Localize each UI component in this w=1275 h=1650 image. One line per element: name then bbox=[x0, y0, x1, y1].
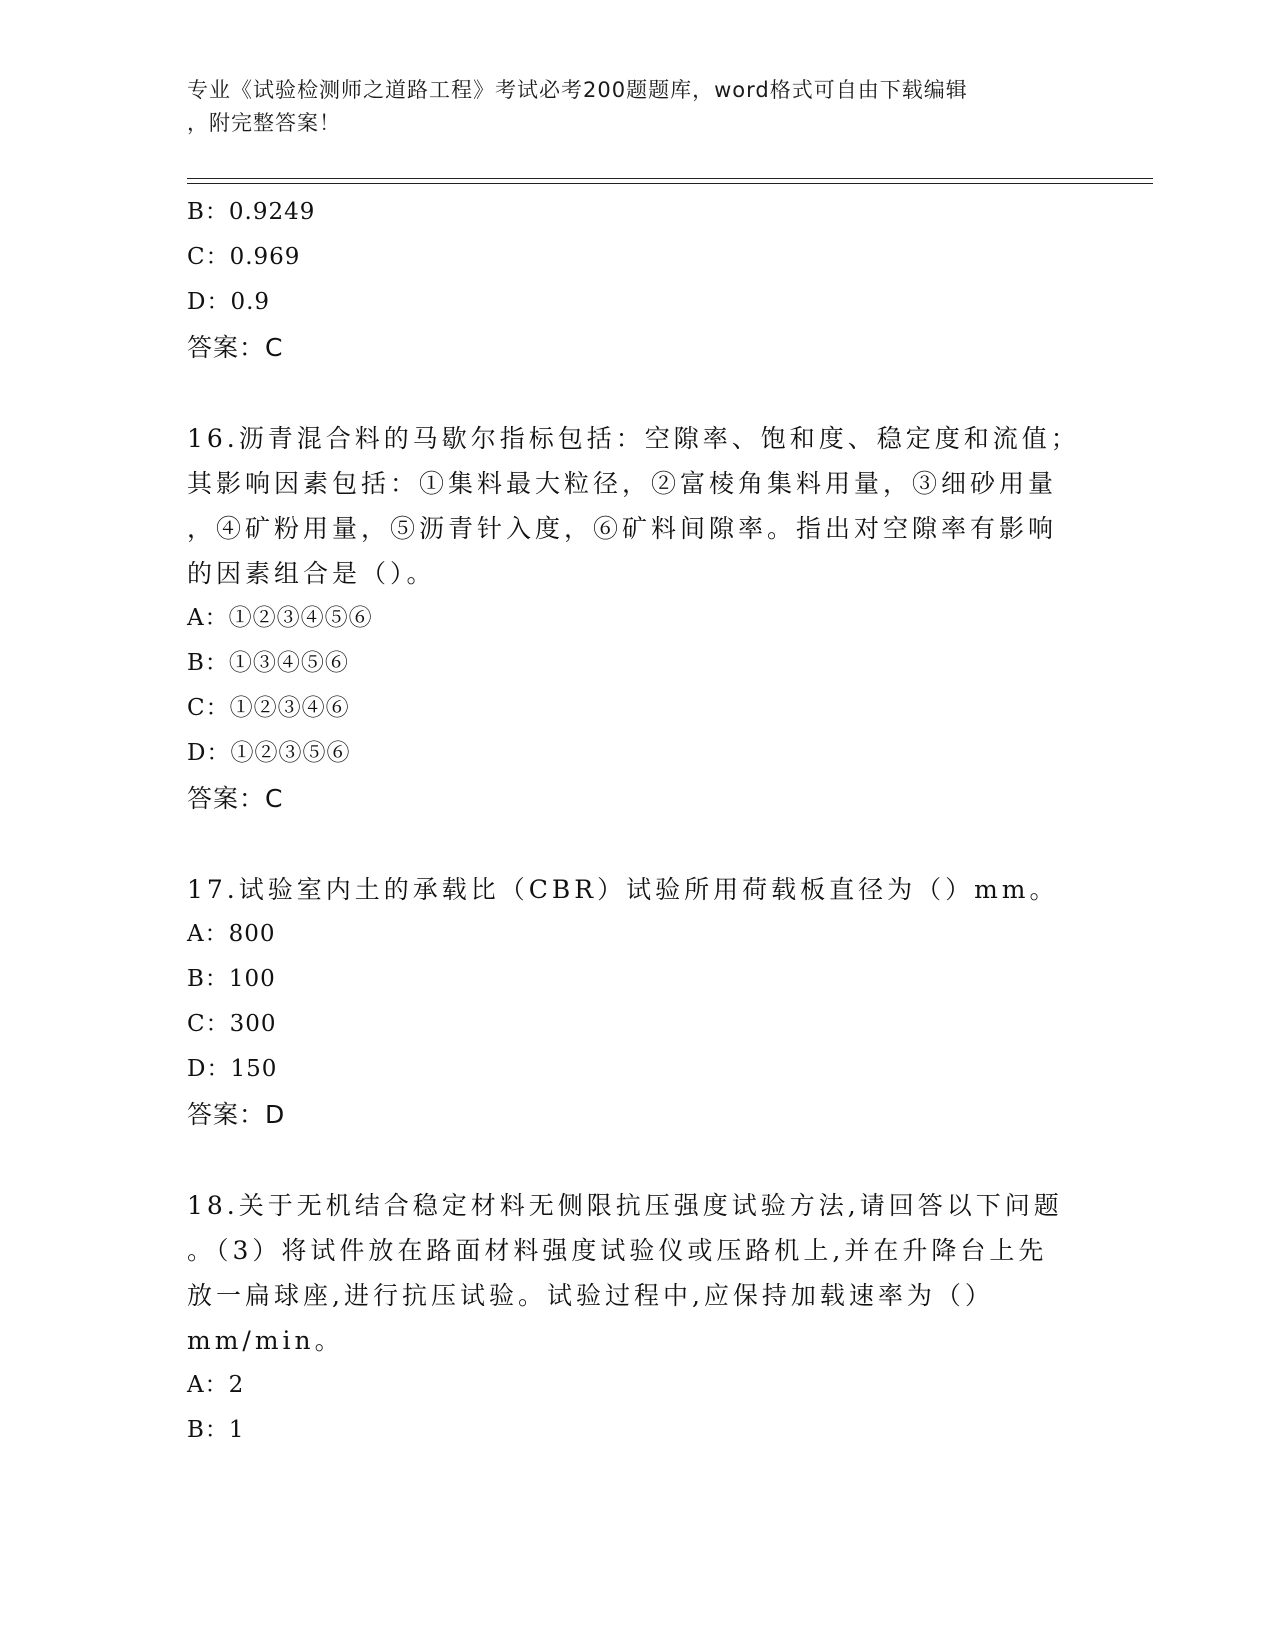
answer-line: 答案：D bbox=[187, 1100, 286, 1129]
header-rule-bottom bbox=[187, 183, 1153, 184]
option-b: B：1 bbox=[187, 1417, 245, 1443]
option-b: B：0.9249 bbox=[187, 199, 316, 225]
answer-line: 答案：C bbox=[187, 333, 284, 362]
option-d: D：0.9 bbox=[187, 289, 271, 315]
option-d: D：①②③⑤⑥ bbox=[187, 740, 351, 766]
question-line: 放一扁球座,进行抗压试验。试验过程中,应保持加载速率为（） bbox=[187, 1281, 994, 1310]
option-b: B：①③④⑤⑥ bbox=[187, 650, 349, 676]
question-line: 其影响因素包括：①集料最大粒径，②富棱角集料用量，③细砂用量 bbox=[187, 469, 1058, 498]
question-16 bbox=[187, 416, 1087, 821]
option-c: C：①②③④⑥ bbox=[187, 695, 350, 721]
spacer bbox=[187, 821, 1087, 867]
question-18 bbox=[187, 1183, 1087, 1453]
question-text bbox=[187, 1183, 1067, 1363]
question-text bbox=[187, 867, 1067, 912]
document-body bbox=[187, 190, 1087, 1453]
question-line: ，④矿粉用量，⑤沥青针入度，⑥矿料间隙率。指出对空隙率有影响 bbox=[187, 514, 1058, 543]
option-a: A：①②③④⑤⑥ bbox=[187, 605, 373, 631]
question-line: 。（3）将试件放在路面材料强度试验仪或压路机上,并在升降台上先 bbox=[187, 1236, 1048, 1265]
prev-question bbox=[187, 190, 1087, 370]
header-line-2: ，附完整答案！ bbox=[187, 111, 341, 135]
option-b: B：100 bbox=[187, 966, 276, 992]
option-c: C：300 bbox=[187, 1011, 277, 1037]
question-text bbox=[187, 416, 1080, 596]
question-line: 18.关于无机结合稳定材料无侧限抗压强度试验方法,请回答以下问题 bbox=[187, 1191, 1063, 1220]
answer-line: 答案：C bbox=[187, 784, 284, 813]
option-c: C：0.969 bbox=[187, 244, 301, 270]
spacer bbox=[187, 370, 1087, 416]
question-line: 16.沥青混合料的马歇尔指标包括：空隙率、饱和度、稳定度和流值； bbox=[187, 424, 1080, 453]
question-line: 的因素组合是（）。 bbox=[187, 559, 436, 588]
option-d: D：150 bbox=[187, 1056, 278, 1082]
question-line: mm/min。 bbox=[187, 1326, 344, 1355]
header-rule-top bbox=[187, 178, 1153, 179]
option-a: A：2 bbox=[187, 1372, 245, 1398]
question-line: 17.试验室内土的承载比（CBR）试验所用荷载板直径为（）mm。 bbox=[187, 875, 1059, 904]
question-17 bbox=[187, 867, 1087, 1137]
spacer bbox=[187, 1137, 1087, 1183]
header-line-1: 专业《试验检测师之道路工程》考试必考200题题库，word格式可自由下载编辑 bbox=[187, 78, 968, 102]
option-a: A：800 bbox=[187, 921, 276, 947]
document-header bbox=[187, 74, 1067, 140]
